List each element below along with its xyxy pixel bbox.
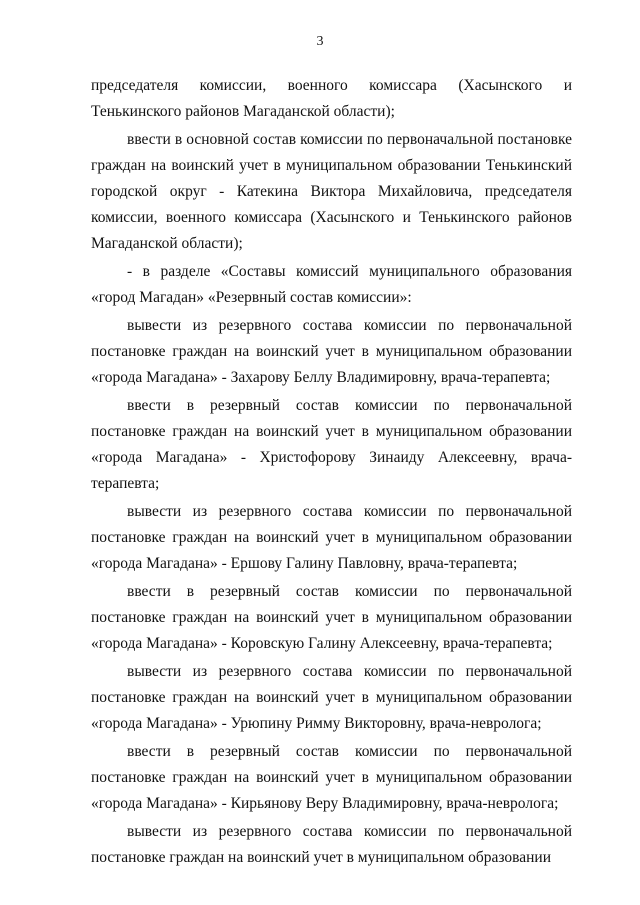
paragraph-remove-zakharova: вывести из резервного состава комиссии по первоначальной постановке граждан на воинский учет в муниципальном образовании «города Магадана» - Захарову Беллу Владимировну, врача-терапевта; <box>91 317 572 386</box>
paragraph-add-khristoforova: ввести в резервный состав комиссии по первоначальной постановке граждан на воинский учет в муниципальном образовании «города Магадана» - Христофорову Зинаиду Алексеевну, врача-терапевта; <box>91 397 572 492</box>
paragraph-remove-uryupina: вывести из резервного состава комиссии по первоначальной постановке граждан на воинский учет в муниципальном образовании «города Магадана» - Урюпину Римму Викторовну, врача-невролога; <box>91 663 572 732</box>
document-body <box>91 73 572 873</box>
paragraph-add-korovskaya: ввести в резервный состав комиссии по первоначальной постановке граждан на воинский учет в муниципальном образовании «города Магадана» - Коровскую Галину Алексеевну, врача-терапевта; <box>91 583 572 652</box>
paragraph-section-magadan-reserve: - в разделе «Составы комиссий муниципального образования «город Магадан» «Резервный состав комиссии»: <box>91 263 572 306</box>
paragraph-add-kiryanova: ввести в резервный состав комиссии по первоначальной постановке граждан на воинский учет в муниципальном образовании «города Магадана» - Кирьянову Веру Владимировну, врача-невролога; <box>91 743 572 812</box>
paragraph-remove-ershova: вывести из резервного состава комиссии по первоначальной постановке граждан на воинский учет в муниципальном образовании «города Магадана» - Ершову Галину Павловну, врача-терапевта; <box>91 503 572 572</box>
page-number: 3 <box>316 34 324 49</box>
paragraph-continuation-chairman: председателя комиссии, военного комиссара (Хасынского и Тенькинского районов Магаданской области); <box>91 77 572 120</box>
paragraph-remove-continued: вывести из резервного состава комиссии по первоначальной постановке граждан на воинский учет в муниципальном образовании <box>91 823 572 866</box>
paragraph-add-main-katekin: ввести в основной состав комиссии по первоначальной постановке граждан на воинский учет в муниципальном образовании Тенькинский городской округ - Катекина Виктора Михайловича, председателя комиссии, военного комиссара (Хасынского и Тенькинского районов Магаданской области); <box>91 131 572 252</box>
